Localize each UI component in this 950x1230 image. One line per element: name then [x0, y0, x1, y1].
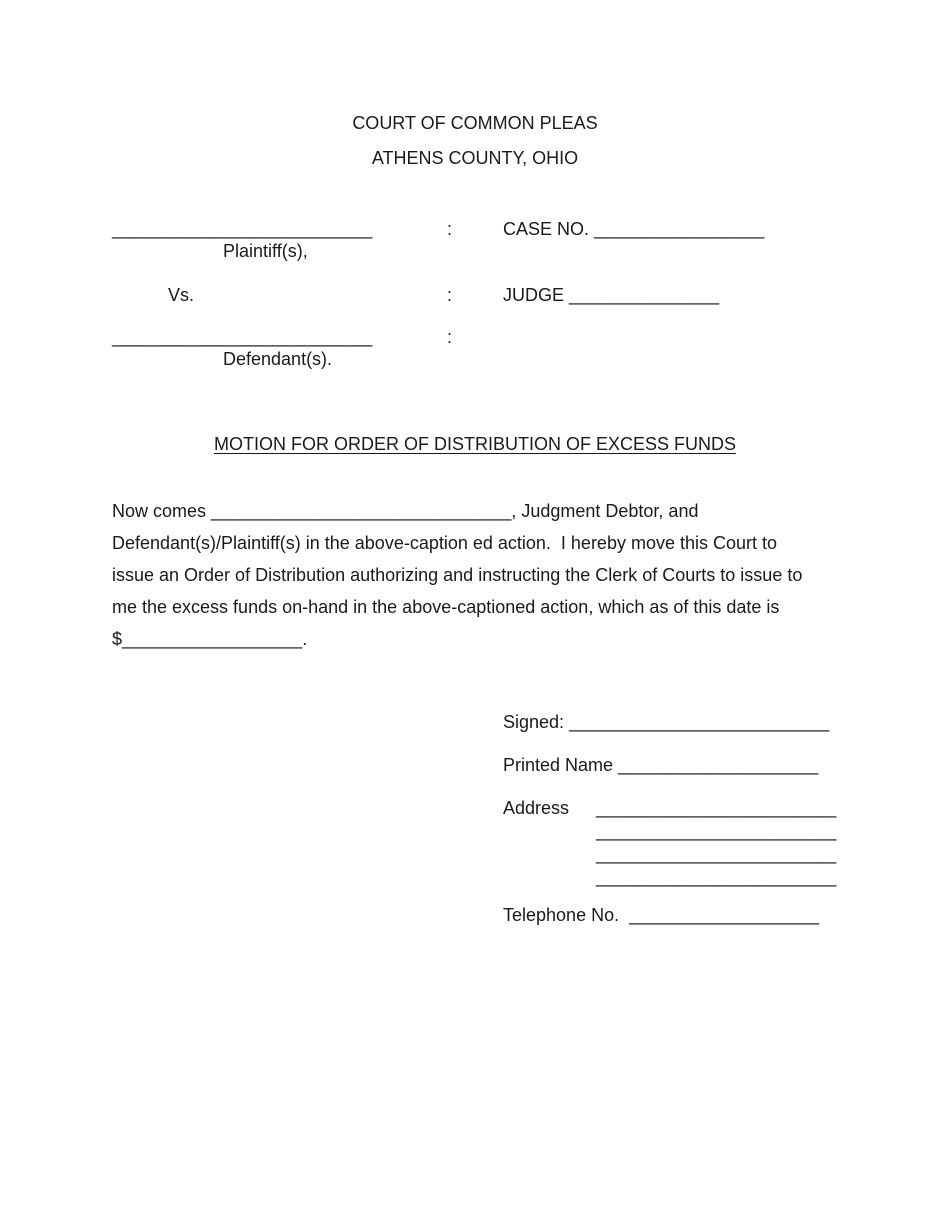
plaintiff-label: Plaintiff(s),: [223, 241, 308, 261]
caption-colon: :: [447, 327, 453, 347]
address-line: ________________________: [596, 844, 837, 864]
address-label: Address: [503, 798, 570, 818]
caption-colon: :: [447, 219, 453, 239]
body-line: Defendant(s)/Plaintiff(s) in the above-caption ed action. I hereby move this Court to: [112, 533, 778, 553]
body-line: Now comes ______________________________, Judgment Debtor, and: [112, 501, 699, 521]
caption-colon: :: [447, 285, 453, 305]
defendant-blank: __________________________: [112, 327, 373, 347]
address-line: ________________________: [596, 867, 837, 887]
motion-title: MOTION FOR ORDER OF DISTRIBUTION OF EXCESS FUNDS: [213, 434, 737, 454]
motion-body: [112, 495, 852, 655]
address-line: ________________________: [596, 821, 837, 841]
body-line: $__________________.: [112, 629, 308, 649]
case-number-field: CASE NO. _________________: [503, 219, 765, 239]
county-name: ATHENS COUNTY, OHIO: [371, 148, 579, 168]
judge-field: JUDGE _______________: [503, 285, 720, 305]
printed-name-field: Printed Name ____________________: [503, 755, 819, 775]
telephone-field: Telephone No. ___________________: [503, 905, 820, 925]
address-line: ________________________: [596, 798, 837, 818]
signed-field: Signed: __________________________: [503, 712, 830, 732]
court-name: COURT OF COMMON PLEAS: [352, 113, 598, 133]
vs-label: Vs.: [168, 285, 195, 305]
plaintiff-blank: __________________________: [112, 219, 373, 239]
body-line: me the excess funds on-hand in the above-captioned action, which as of this date is: [112, 597, 780, 617]
body-line: issue an Order of Distribution authorizing and instructing the Clerk of Courts to issue to: [112, 565, 803, 585]
defendant-label: Defendant(s).: [223, 349, 333, 369]
